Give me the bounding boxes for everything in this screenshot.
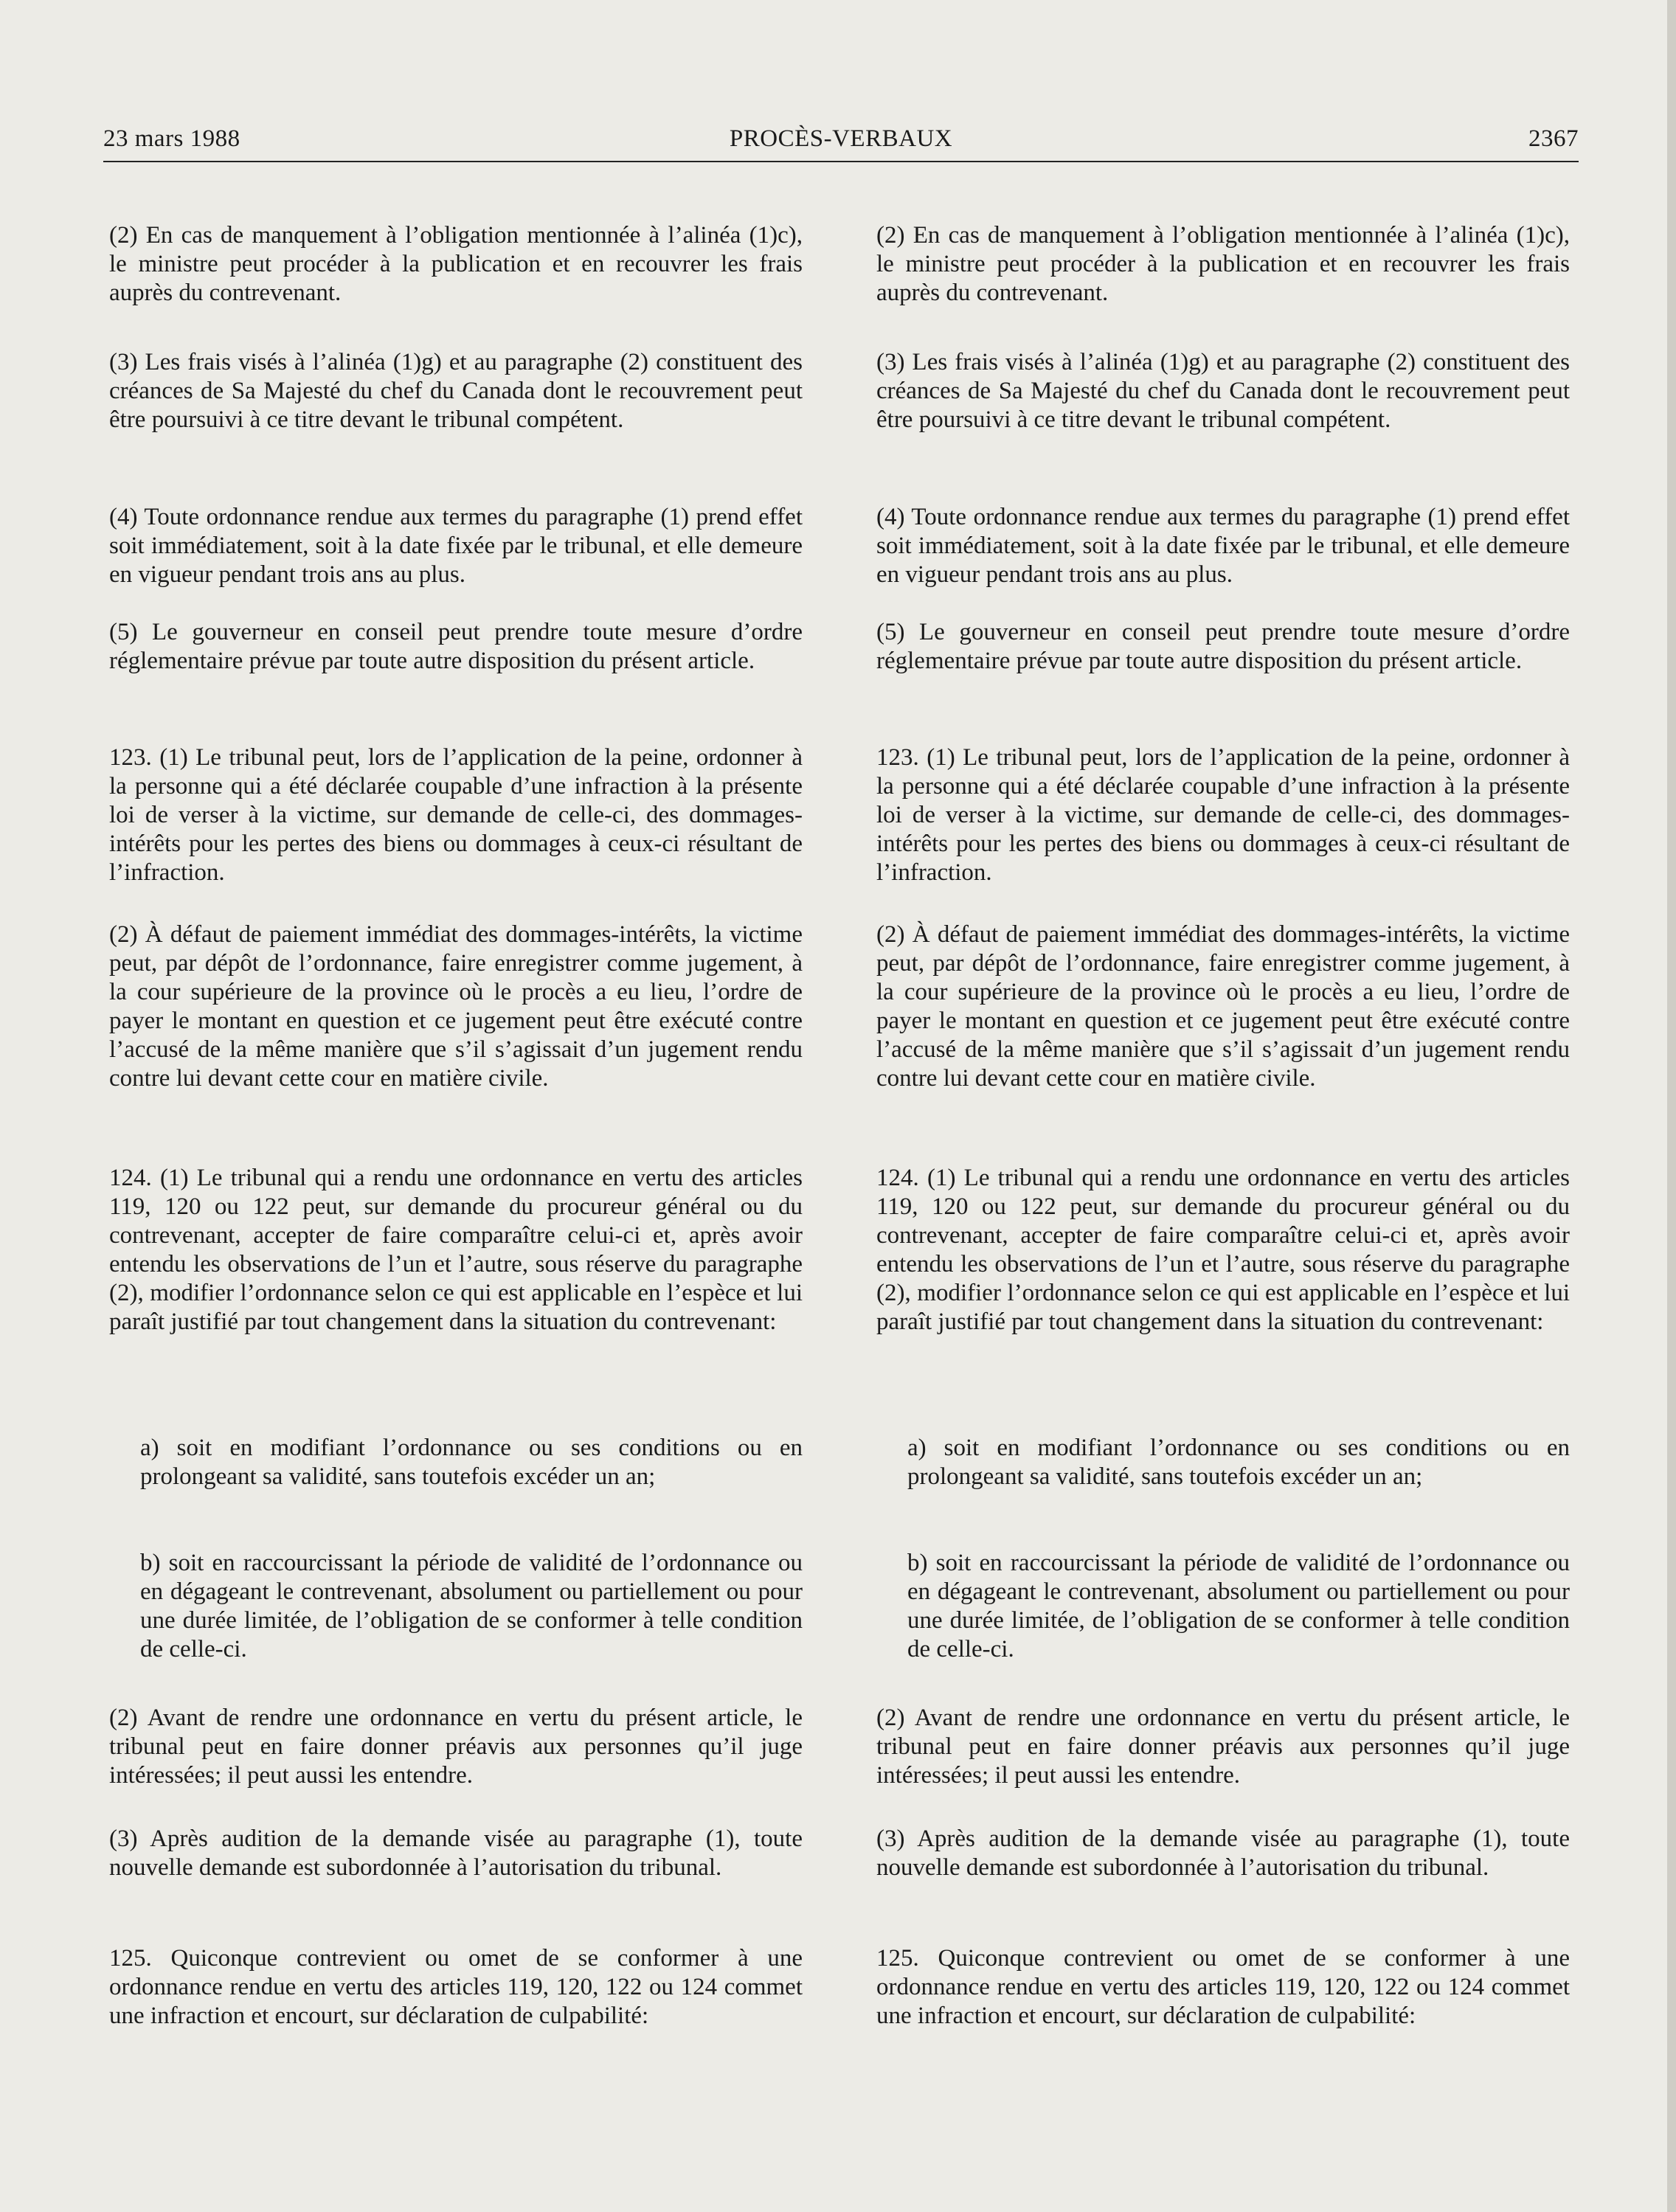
page-number: 2367 bbox=[1528, 125, 1579, 152]
paragraph-123-2: (2) À défaut de paiement immédiat des dommages-intérêts, la victime peut, par dépôt de l’ordonnance, faire enregistrer comme jugement, à la cour supérieure de la province où le procès a eu lieu, l’ordre de payer le montant en question et ce jugement peut être exécuté contre l’accusé de la même manière que s’il s’agissait d’un jugement rendu contre lui devant cette cour en matière civile. bbox=[876, 921, 1570, 1092]
page-edge-shadow bbox=[1667, 0, 1676, 2212]
paragraph-2-manquement: (2) En cas de manquement à l’obligation mentionnée à l’alinéa (1)c), le ministre peut procéder à la publication et en recouvrer les frais auprès du contrevenant. bbox=[876, 222, 1570, 306]
header-date: 23 mars 1988 bbox=[103, 125, 240, 152]
paragraph-4-ordonnance: (4) Toute ordonnance rendue aux termes du paragraphe (1) prend effet soit immédiatement, soit à la date fixée par le tribunal, et elle demeure en vigueur pendant trois ans au plus. bbox=[876, 504, 1570, 588]
paragraph-3-frais: (3) Les frais visés à l’alinéa (1)g) et au paragraphe (2) constituent des créances de Sa Majesté du chef du Canada dont le recouvrement peut être poursuivi à ce titre devant le tribunal compétent. bbox=[876, 349, 1570, 433]
paragraph-3-frais: (3) Les frais visés à l’alinéa (1)g) et au paragraphe (2) constituent des créances de Sa Majesté du chef du Canada dont le recouvrement peut être poursuivi à ce titre devant le tribunal compétent. bbox=[109, 349, 803, 433]
paragraph-125: 125. Quiconque contrevient ou omet de se conformer à une ordonnance rendue en vertu des articles 119, 120, 122 ou 124 commet une infraction et encourt, sur déclaration de culpabilité: bbox=[109, 1945, 803, 2029]
paragraph-2-manquement: (2) En cas de manquement à l’obligation mentionnée à l’alinéa (1)c), le ministre peut procéder à la publication et en recouvrer les frais auprès du contrevenant. bbox=[109, 222, 803, 306]
paragraph-123-1: 123. (1) Le tribunal peut, lors de l’application de la peine, ordonner à la personne qui a été déclarée coupable d’une infraction à la présente loi de verser à la victime, sur demande de celle-ci, des dommages-intérêts pour les pertes des biens ou dommages à ceux-ci résultant de l’infraction. bbox=[109, 744, 803, 886]
paragraph-124-b: b) soit en raccourcissant la période de validité de l’ordonnance ou en dégageant le contrevenant, absolument ou partiellement ou pour une durée limitée, de l’obligation de se conformer à telle condition de celle-ci. bbox=[140, 1550, 803, 1663]
paragraph-124-1: 124. (1) Le tribunal qui a rendu une ordonnance en vertu des articles 119, 120 ou 122 peut, sur demande du procureur général ou du contrevenant, accepter de faire comparaître celui-ci et, après avoir entendu les observations de l’un et l’autre, sous réserve du paragraphe (2), modifier l’ordonnance selon ce qui est applicable en l’espèce et lui paraît justifié par tout changement dans la situation du contrevenant: bbox=[876, 1165, 1570, 1335]
paragraph-4-ordonnance: (4) Toute ordonnance rendue aux termes du paragraphe (1) prend effet soit immédiatement, soit à la date fixée par le tribunal, et elle demeure en vigueur pendant trois ans au plus. bbox=[109, 504, 803, 588]
paragraph-123-2: (2) À défaut de paiement immédiat des dommages-intérêts, la victime peut, par dépôt de l’ordonnance, faire enregistrer comme jugement, à la cour supérieure de la province où le procès a eu lieu, l’ordre de payer le montant en question et ce jugement peut être exécuté contre l’accusé de la même manière que s’il s’agissait d’un jugement rendu contre lui devant cette cour en matière civile. bbox=[109, 921, 803, 1092]
page-header bbox=[103, 124, 1579, 162]
paragraph-124-1: 124. (1) Le tribunal qui a rendu une ordonnance en vertu des articles 119, 120 ou 122 peut, sur demande du procureur général ou du contrevenant, accepter de faire comparaître celui-ci et, après avoir entendu les observations de l’un et l’autre, sous réserve du paragraphe (2), modifier l’ordonnance selon ce qui est applicable en l’espèce et lui paraît justifié par tout changement dans la situation du contrevenant: bbox=[109, 1165, 803, 1335]
paragraph-124-a: a) soit en modifiant l’ordonnance ou ses conditions ou en prolongeant sa validité, sans toutefois excéder un an; bbox=[140, 1435, 803, 1490]
paragraph-124-a: a) soit en modifiant l’ordonnance ou ses conditions ou en prolongeant sa validité, sans toutefois excéder un an; bbox=[907, 1435, 1570, 1490]
paragraph-124-3: (3) Après audition de la demande visée au paragraphe (1), toute nouvelle demande est subordonnée à l’autorisation du tribunal. bbox=[876, 1826, 1570, 1881]
paragraph-124-3: (3) Après audition de la demande visée au paragraphe (1), toute nouvelle demande est subordonnée à l’autorisation du tribunal. bbox=[109, 1826, 803, 1881]
paragraph-123-1: 123. (1) Le tribunal peut, lors de l’application de la peine, ordonner à la personne qui a été déclarée coupable d’une infraction à la présente loi de verser à la victime, sur demande de celle-ci, des dommages-intérêts pour les pertes des biens ou dommages à ceux-ci résultant de l’infraction. bbox=[876, 744, 1570, 886]
paragraph-124-b: b) soit en raccourcissant la période de validité de l’ordonnance ou en dégageant le contrevenant, absolument ou partiellement ou pour une durée limitée, de l’obligation de se conformer à telle condition de celle-ci. bbox=[907, 1550, 1570, 1663]
paragraph-124-2: (2) Avant de rendre une ordonnance en vertu du présent article, le tribunal peut en faire donner préavis aux personnes qu’il juge intéressées; il peut aussi les entendre. bbox=[876, 1705, 1570, 1789]
paragraph-5-gouverneur: (5) Le gouverneur en conseil peut prendre toute mesure d’ordre réglementaire prévue par toute autre disposition du présent article. bbox=[109, 619, 803, 674]
paragraph-5-gouverneur: (5) Le gouverneur en conseil peut prendre toute mesure d’ordre réglementaire prévue par toute autre disposition du présent article. bbox=[876, 619, 1570, 674]
paragraph-124-2: (2) Avant de rendre une ordonnance en vertu du présent article, le tribunal peut en faire donner préavis aux personnes qu’il juge intéressées; il peut aussi les entendre. bbox=[109, 1705, 803, 1789]
paragraph-125: 125. Quiconque contrevient ou omet de se conformer à une ordonnance rendue en vertu des articles 119, 120, 122 ou 124 commet une infraction et encourt, sur déclaration de culpabilité: bbox=[876, 1945, 1570, 2029]
header-title: PROCÈS-VERBAUX bbox=[729, 125, 953, 152]
